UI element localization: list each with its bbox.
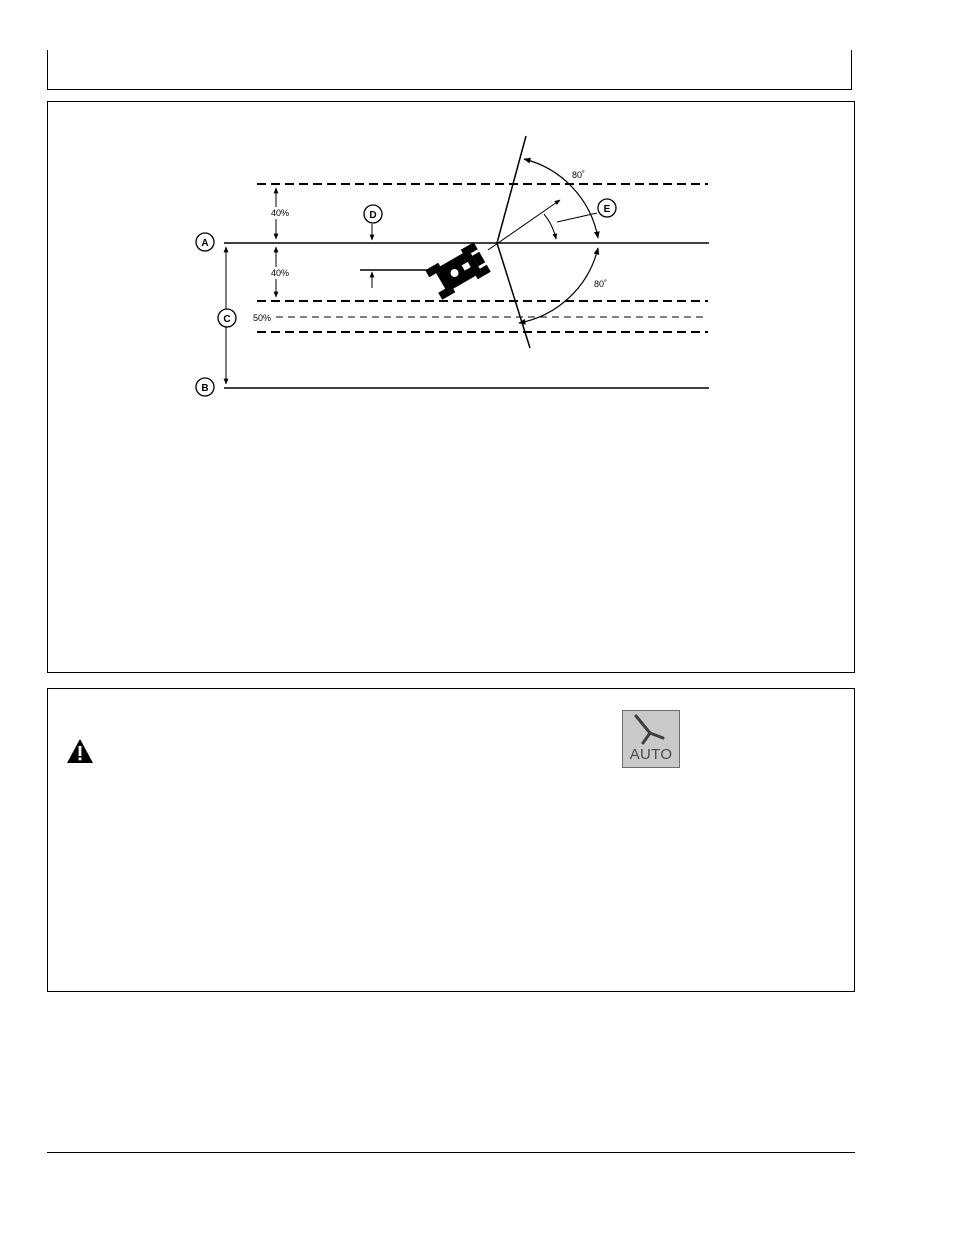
auto-button-label: AUTO (629, 746, 673, 763)
guidance-diagram (48, 102, 854, 672)
label-angle-upper: 80˚ (572, 170, 586, 180)
callout-e-leader (557, 213, 597, 222)
callout-a (196, 233, 214, 251)
angle-arc-upper (524, 159, 598, 238)
svg-text:D: D (369, 210, 377, 221)
warning-triangle-icon (66, 738, 94, 764)
label-angle-lower: 80˚ (594, 279, 608, 289)
callout-e (598, 199, 616, 217)
header-frame (47, 50, 852, 90)
svg-text:E: E (603, 204, 611, 215)
tractor-icon (425, 242, 490, 299)
angle-arc-e (544, 214, 556, 239)
auto-steer-button[interactable] (622, 710, 680, 768)
callout-b (196, 378, 214, 396)
svg-text:B: B (201, 383, 209, 394)
label-upper-40: 40% (270, 208, 290, 218)
svg-text:A: A (201, 238, 209, 249)
guidance-diagram-frame (47, 101, 855, 673)
label-lower-40: 40% (270, 268, 290, 278)
callout-d (364, 205, 382, 223)
angle-arc-lower (519, 248, 598, 323)
steering-auto-icon (623, 711, 679, 747)
notice-frame (47, 688, 855, 992)
svg-text:C: C (223, 314, 231, 325)
callout-c (218, 309, 236, 327)
footer-rule (47, 1152, 855, 1153)
label-center-50: 50% (253, 313, 272, 323)
